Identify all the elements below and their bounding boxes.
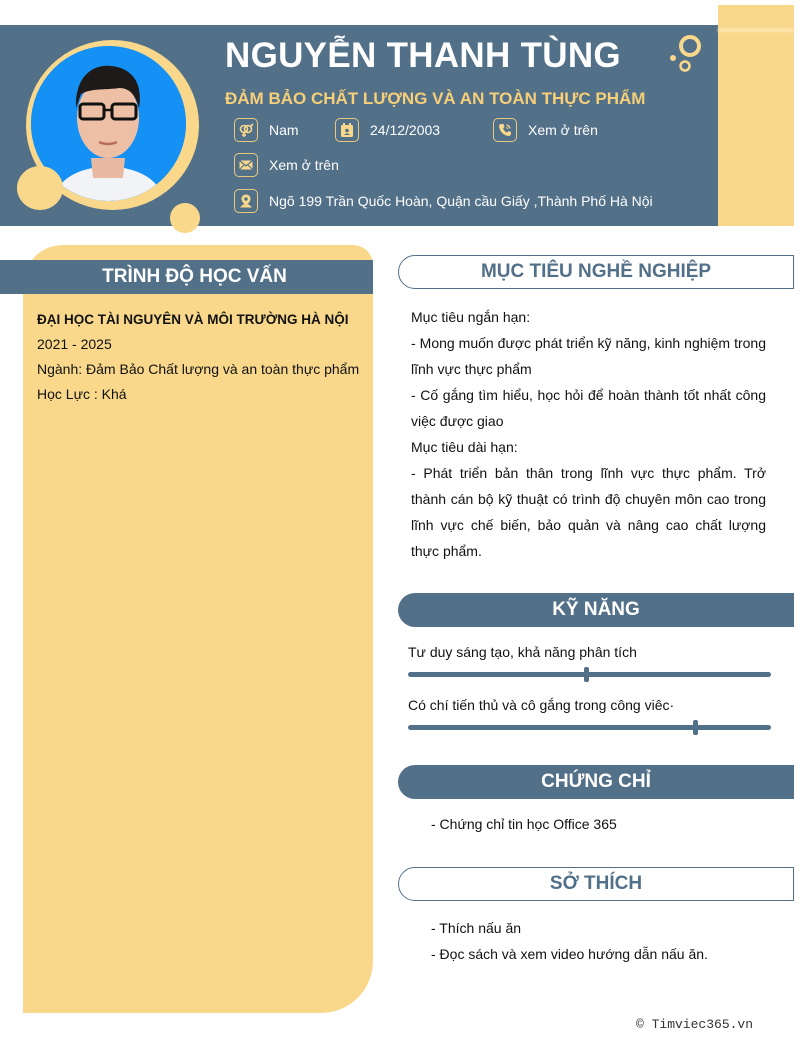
candidate-name: NGUYỄN THANH TÙNG (225, 36, 621, 75)
education-heading: TRÌNH ĐỘ HỌC VẤN (0, 260, 373, 294)
candidate-position: ĐẢM BẢO CHẤT LƯỢNG VÀ AN TOÀN THỰC PHẨM (225, 89, 646, 108)
skill-bar (408, 725, 771, 730)
phone-icon (493, 118, 517, 142)
birthday-value: 24/12/2003 (370, 122, 441, 138)
info-email (234, 153, 339, 177)
career-goal-heading: MỤC TIÊU NGHỀ NGHIỆP (398, 255, 794, 289)
school-name: ĐẠI HỌC TÀI NGUYÊN VÀ MÔI TRƯỜNG HÀ NỘI (37, 312, 349, 327)
hobby-item: - Đọc sách và xem video hướng dẫn nấu ăn. (431, 946, 708, 962)
certificates-list (431, 811, 617, 837)
certificates-heading: CHỨNG CHỈ (398, 765, 794, 799)
calendar-icon (335, 118, 359, 142)
decorative-dot (170, 203, 200, 233)
skill-level-marker (693, 720, 698, 735)
education-body (37, 307, 367, 407)
major: Ngành: Đảm Bảo Chất lượng và an toàn thực phẩm (37, 361, 360, 377)
decorative-dot (17, 166, 63, 210)
phone-value: Xem ở trên (528, 122, 598, 138)
gender-value: Nam (269, 122, 299, 138)
skills-heading: KỸ NĂNG (398, 593, 794, 627)
decorative-tab (718, 5, 794, 226)
copyright-footer: © Timviec365.vn (636, 1017, 754, 1032)
goal-line: Mục tiêu ngắn hạn: (411, 309, 531, 325)
career-goal-body (411, 304, 766, 564)
decorative-rings-icon (668, 34, 708, 74)
skill-label: Tư duy sáng tạo, khả năng phân tích (408, 644, 637, 660)
hobby-item: - Thích nấu ăn (431, 920, 522, 936)
hobbies-heading: SỞ THÍCH (398, 867, 794, 901)
info-address (234, 189, 653, 213)
skill-level-marker (584, 667, 589, 682)
location-icon (234, 189, 258, 213)
certificate-item: - Chứng chỉ tin học Office 365 (431, 816, 617, 832)
goal-line: - Cố gắng tìm hiểu, học hỏi để hoàn thành tốt nhất công việc được giao (411, 387, 766, 429)
info-birthday (335, 118, 440, 142)
skill-bar (408, 672, 771, 677)
info-gender (234, 118, 299, 142)
email-value: Xem ở trên (269, 157, 339, 173)
grade: Học Lực : Khá (37, 386, 127, 402)
mail-icon (234, 153, 258, 177)
goal-line: - Phát triển bản thân trong lĩnh vực thực phẩm. Trở thành cán bộ kỹ thuật có trình độ chuyên môn cao trong lĩnh vực chế biến, bảo quản và nâng cao chất lượng thực phẩm. (411, 465, 766, 559)
study-years: 2021 - 2025 (37, 336, 112, 352)
skill-label: Có chí tiến thủ và cô gắng trong công viêc· (408, 697, 675, 713)
goal-line: - Mong muốn được phát triển kỹ năng, kinh nghiệm trong lĩnh vực thực phẩm (411, 335, 766, 377)
address-value: Ngõ 199 Trần Quốc Hoàn, Quận cầu Giấy ,Thành Phố Hà Nội (269, 193, 653, 209)
hobbies-list (431, 915, 708, 967)
gender-icon (234, 118, 258, 142)
goal-line: Mục tiêu dài hạn: (411, 439, 518, 455)
info-phone (493, 118, 598, 142)
